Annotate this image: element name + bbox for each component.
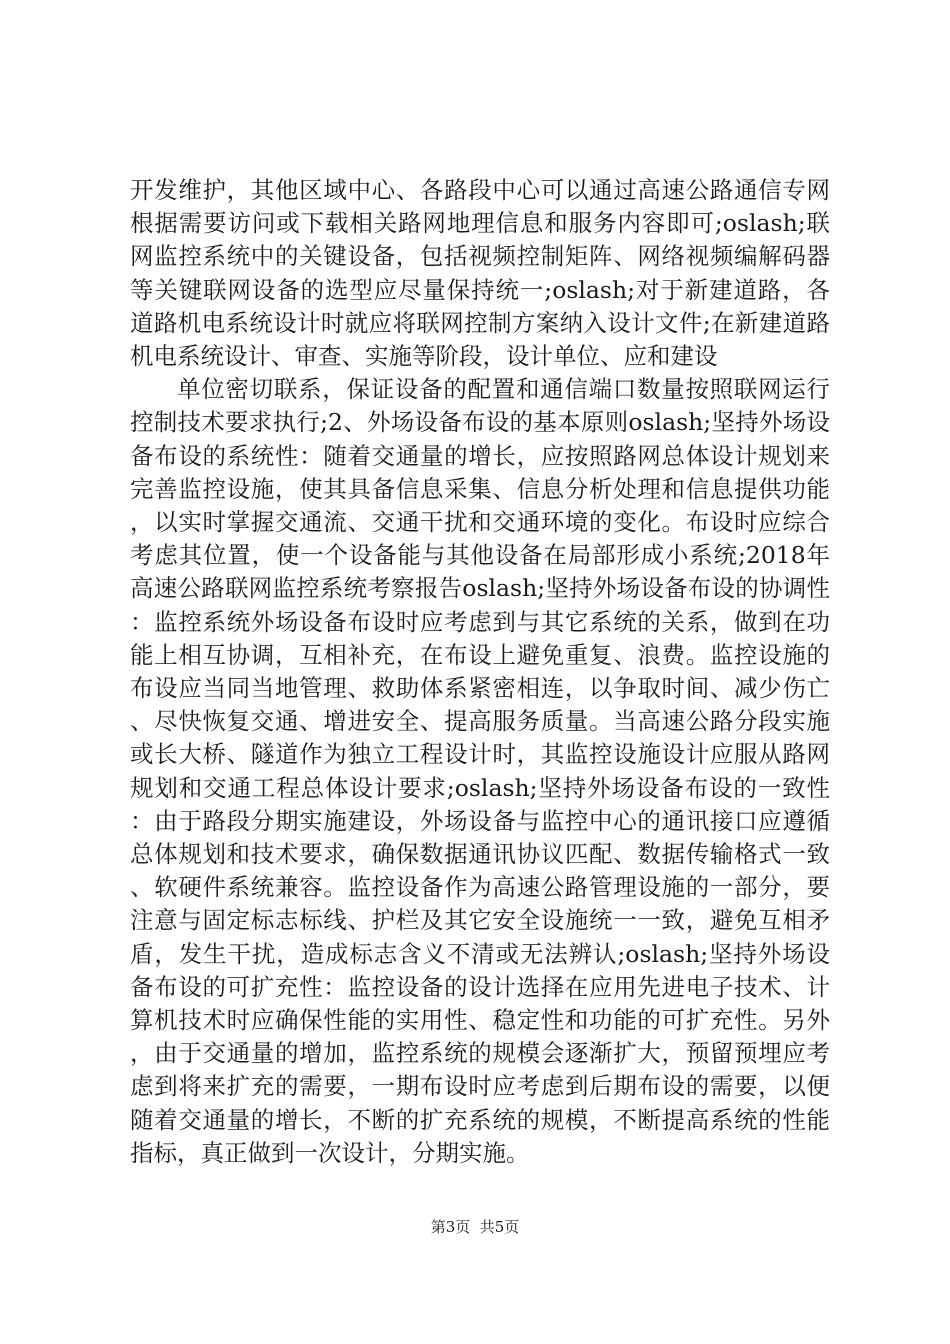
page-number: 第3页 共5页 (430, 1218, 520, 1236)
body-text (130, 174, 830, 1170)
paragraph-2: 单位密切联系，保证设备的配置和通信端口数量按照联网运行控制技术要求执行;2、外场设备布设的基本原则oslash;坚持外场设备布设的系统性：随着交通量的增长，应按照路网总体设计规划来完善监控设施，使其具备信息采集、信息分析处理和信息提供功能，以实时掌握交通流、交通干扰和交通环境的变化。布设时应综合考虑其位置，使一个设备能与其他设备在局部形成小系统;2018年高速公路联网监控系统考察报告oslash;坚持外场设备布设的协调性：监控系统外场设备布设时应考虑到与其它系统的关系，做到在功能上相互协调，互相补充，在布设上避免重复、浪费。监控设施的布设应当同当地管理、救助体系紧密相连，以争取时间、减少伤亡、尽快恢复交通、增进安全、提高服务质量。当高速公路分段实施或长大桥、隧道作为独立工程设计时，其监控设施设计应服从路网规划和交通工程总体设计要求;oslash;坚持外场设备布设的一致性：由于路段分期实施建设，外场设备与监控中心的通讯接口应遵循总体规划和技术要求，确保数据通讯协议匹配、数据传输格式一致、软硬件系统兼容。监控设备作为高速公路管理设施的一部分，要注意与固定标志标线、护栏及其它安全设施统一一致，避免互相矛盾，发生干扰，造成标志含义不清或无法辨认;oslash;坚持外场设备布设的可扩充性：监控设备的设计选择在应用先进电子技术、计算机技术时应确保性能的实用性、稳定性和功能的可扩充性。另外，由于交通量的增加，监控系统的规模会逐渐扩大，预留预埋应考虑到将来扩充的需要，一期布设时应考虑到后期布设的需要，以便随着交通量的增长，不断的扩充系统的规模，不断提高系统的性能指标，真正做到一次设计，分期实施。 (130, 375, 830, 1167)
paragraph-1: 开发维护，其他区域中心、各路段中心可以通过高速公路通信专网根据需要访问或下载相关路网地理信息和服务内容即可;oslash;联网监控系统中的关键设备，包括视频控制矩阵、网络视频编解码器等关键联网设备的选型应尽量保持统一;oslash;对于新建道路，各道路机电系统设计时就应将联网控制方案纳入设计文件;在新建道路机电系统设计、审查、实施等阶段，设计单位、应和建设 (130, 176, 830, 371)
page-footer (0, 1216, 950, 1237)
